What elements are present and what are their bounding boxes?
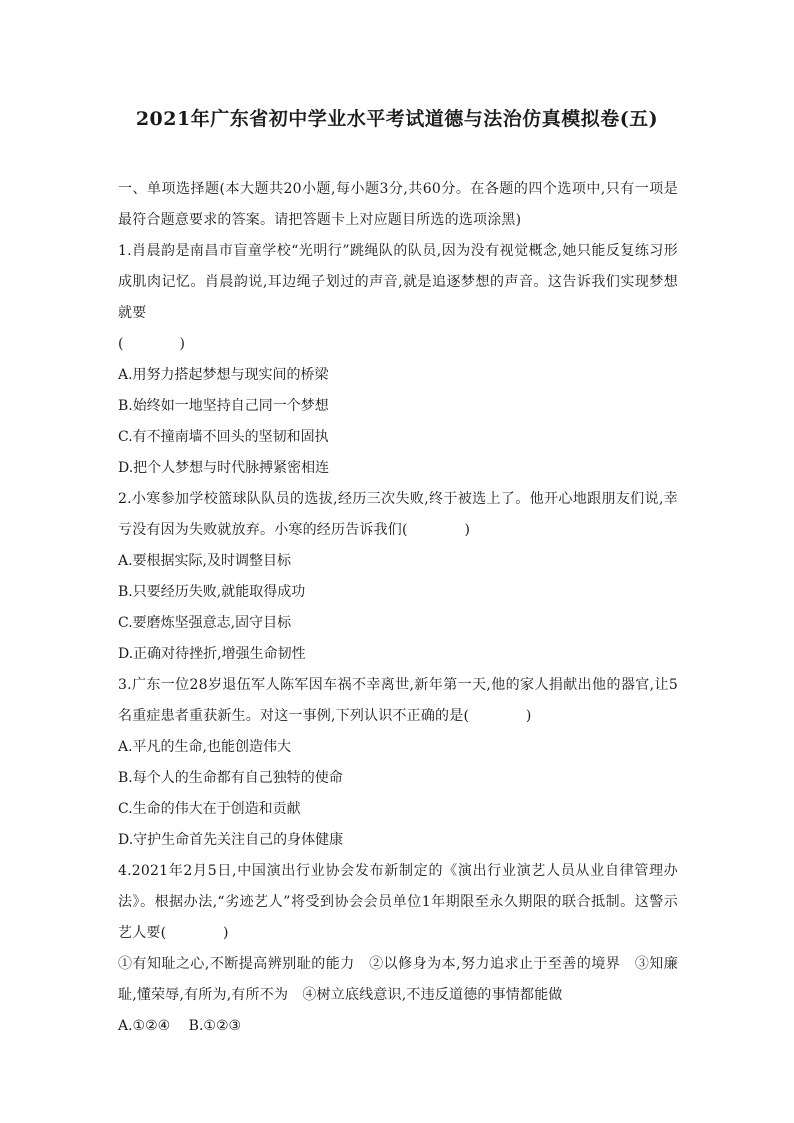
question-1-option-a: A.用努力搭起梦想与现实间的桥梁 <box>118 367 329 383</box>
question-4-stem: 4.2021年2月5日,中国演出行业协会发布新制定的《演出行业演艺人员从业自律管理办法》。根据办法,“劣迹艺人”将受到协会会员单位1年期限至永久期限的联合抵制。这警示艺人要( ) <box>118 863 678 941</box>
question-2-option-d: D.正确对待挫折,增强生命韧性 <box>118 646 306 662</box>
question-3-stem: 3.广东一位28岁退伍军人陈军因车祸不幸离世,新年第一天,他的家人捐献出他的器官,让5名重症患者重获新生。对这一事例,下列认识不正确的是( ) <box>118 677 678 724</box>
question-2-option-c: C.要磨炼坚强意志,固守目标 <box>118 615 292 631</box>
question-3-option-c: C.生命的伟大在于创造和贡献 <box>118 801 301 817</box>
question-1-option-d: D.把个人梦想与时代脉搏紧密相连 <box>118 460 330 476</box>
question-1-stem: 1.肖晨韵是南昌市盲童学校“光明行”跳绳队的队员,因为没有视觉概念,她只能反复练习形成肌肉记忆。肖晨韵说,耳边绳子划过的声音,就是追逐梦想的声音。这告诉我们实现梦想就要 <box>118 243 678 321</box>
question-4-statements: ①有知耻之心,不断提高辨别耻的能力 ②以修身为本,努力追求止于至善的境界 ③知廉耻,懂荣辱,有所为,有所不为 ④树立底线意识,不违反道德的事情都能做 <box>118 956 678 1003</box>
exam-content <box>118 174 678 1042</box>
question-1-blank: ( ) <box>118 336 185 352</box>
question-1-option-c: C.有不撞南墙不回头的坚韧和固执 <box>118 429 329 445</box>
question-4-options: A.①②④ B.①②③ <box>118 1018 242 1034</box>
question-2-stem: 2.小寒参加学校篮球队队员的选拔,经历三次失败,终于被选上了。他开心地跟朋友们说,幸亏没有因为失败就放弃。小寒的经历告诉我们( ) <box>118 491 678 538</box>
question-3-option-b: B.每个人的生命都有自己独特的使命 <box>118 770 343 786</box>
question-1-option-b: B.始终如一地坚持自己同一个梦想 <box>118 398 329 414</box>
question-3-option-d: D.守护生命首先关注自己的身体健康 <box>118 832 344 848</box>
question-2-option-b: B.只要经历失败,就能取得成功 <box>118 584 306 600</box>
section-header: 一、单项选择题(本大题共20小题,每小题3分,共60分。在各题的四个选项中,只有一项是最符合题意要求的答案。请把答题卡上对应题目所选的选项涂黑) <box>118 181 678 228</box>
page-title: 2021年广东省初中学业水平考试道德与法治仿真模拟卷(五) <box>135 108 659 130</box>
question-2-option-a: A.要根据实际,及时调整目标 <box>118 553 292 569</box>
question-3-option-a: A.平凡的生命,也能创造伟大 <box>118 739 292 755</box>
